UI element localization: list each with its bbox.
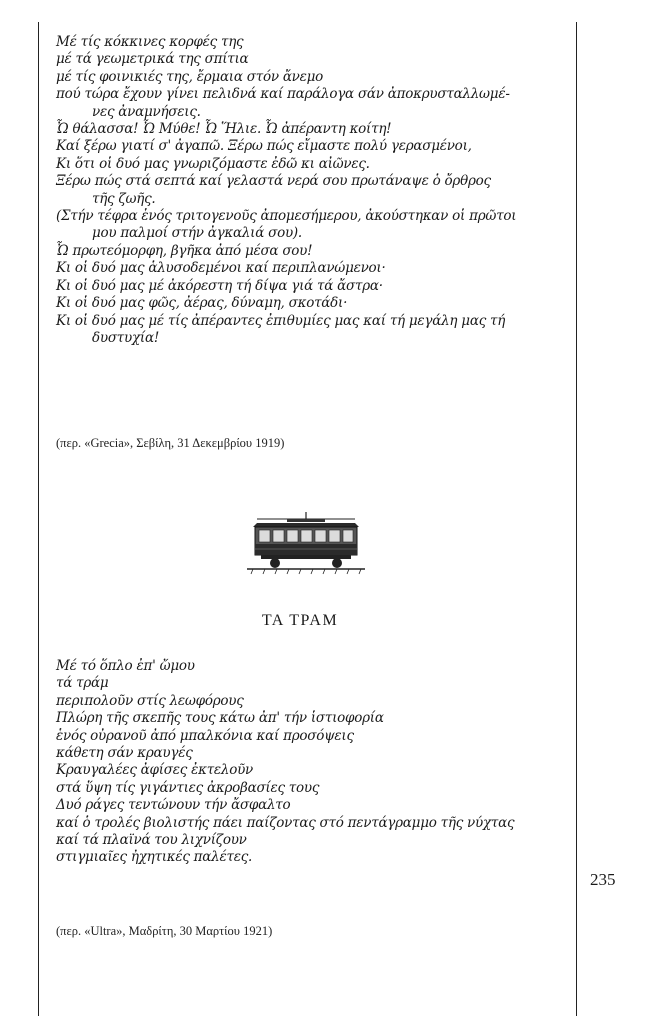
poem-line: ἑνός οὐρανοῦ ἀπό μπαλκόνια καί προσόψεις: [56, 727, 354, 744]
left-margin-rule: [38, 22, 39, 1016]
poem-line: νες ἀναμνήσεις.: [92, 103, 201, 120]
poem-line: δυστυχία!: [92, 329, 159, 346]
poem-line: περιπολοῦν στίς λεωφόρους: [56, 692, 244, 709]
poem-line: Ὦ πρωτεόμορφη, βγῆκα ἀπό μέσα σου!: [56, 242, 313, 259]
page-number: 235: [590, 870, 616, 889]
right-margin-rule: [576, 22, 577, 1016]
poem-line: Ὦ θάλασσα! Ὦ Μύθε! Ὦ Ἥλιε. Ὦ ἀπέραντη κοίτη!: [56, 121, 392, 138]
poem-line: Μέ τίς κόκκινες κορφές της: [56, 34, 244, 50]
tram-illustration-icon: [247, 511, 365, 577]
poem-2-source: (περ. «Ultra», Μαδρίτη, 30 Μαρτίου 1921): [56, 924, 273, 938]
poem-line: τῆς ζωῆς.: [92, 190, 156, 207]
poem-line: Κι οἱ δυό μας μέ τίς ἀπέραντες ἐπιθυμίες μας καί τή μεγάλη μας τή: [56, 312, 506, 329]
poem-line: Καί ξέρω γιατί σ' ἀγαπῶ. Ξέρω πώς εἴμαστε πολύ γερασμένοι,: [56, 138, 472, 155]
poem-line: Κι οἱ δυό μας ἁλυσοδεμένοι καί περιπλανώμενοι·: [56, 260, 386, 277]
poem-line: καί ὁ τρολές βιολιστής πάει παίζοντας στό πεντάγραμμο τῆς νύχτας: [56, 814, 515, 831]
poem-line: Μέ τό ὅπλο ἐπ' ὤμου: [56, 658, 195, 674]
poem-line: (Στήν τέφρα ἑνός τριτογενοῦς ἀπομεσήμερου, ἀκούστηκαν οἱ πρῶτοι: [56, 208, 517, 225]
poem-line: τά τράμ: [56, 675, 109, 692]
poem-line: στά ὕψη τίς γιγάντιες ἀκροβασίες τους: [56, 779, 320, 796]
section-title: ΤΑ ΤΡΑΜ: [261, 612, 339, 629]
poem-line: Ξέρω πώς στά σεπτά καί γελαστά νερά σου πρωτάναψε ὁ ὄρθρος: [56, 173, 491, 190]
poem-line: Κι οἱ δυό μας φῶς, ἀέρας, δύναμη, σκοτάδι·: [56, 295, 348, 312]
poem-line: Πλώρη τῆς σκεπῆς τους κάτω ἀπ' τήν ἱστιοφορία: [56, 710, 384, 727]
poem-line: μέ τίς φοινικιές της, ἔρμαια στόν ἄνεμο: [56, 68, 324, 85]
poem-line: μέ τά γεωμετρικά της σπίτια: [56, 51, 249, 68]
poem-line: Δυό ράγες τεντώνουν τήν ἄσφαλτο: [56, 797, 291, 814]
poem-line: καί τά πλαϊνά του λιχνίζουν: [56, 832, 247, 849]
poem-line: Κραυγαλέες ἀφίσες ἐκτελοῦν: [56, 762, 254, 779]
poem-1: [56, 34, 570, 347]
poem-line: πού τώρα ἔχουν γίνει πελιδνά καί παράλογα σάν ἀποκρυσταλλωμέ-: [56, 86, 510, 103]
poem-line: Κι ὅτι οἱ δυό μας γνωριζόμαστε ἐδῶ κι αἰῶνες.: [56, 155, 370, 172]
poem-line: Κι οἱ δυό μας μέ ἀκόρεστη τή δίψα γιά τά ἄστρα·: [56, 277, 383, 294]
poem-line: κάθετη σάν κραυγές: [56, 745, 193, 762]
poem-line: μου παλμοί στήν ἀγκαλιά σου).: [92, 225, 302, 242]
poem-line: στιγμιαῖες ἠχητικές παλέτες.: [56, 849, 253, 866]
poem-2: [56, 658, 570, 867]
poem-1-source: (περ. «Grecia», Σεβίλη, 31 Δεκεμβρίου 1919): [56, 436, 285, 450]
